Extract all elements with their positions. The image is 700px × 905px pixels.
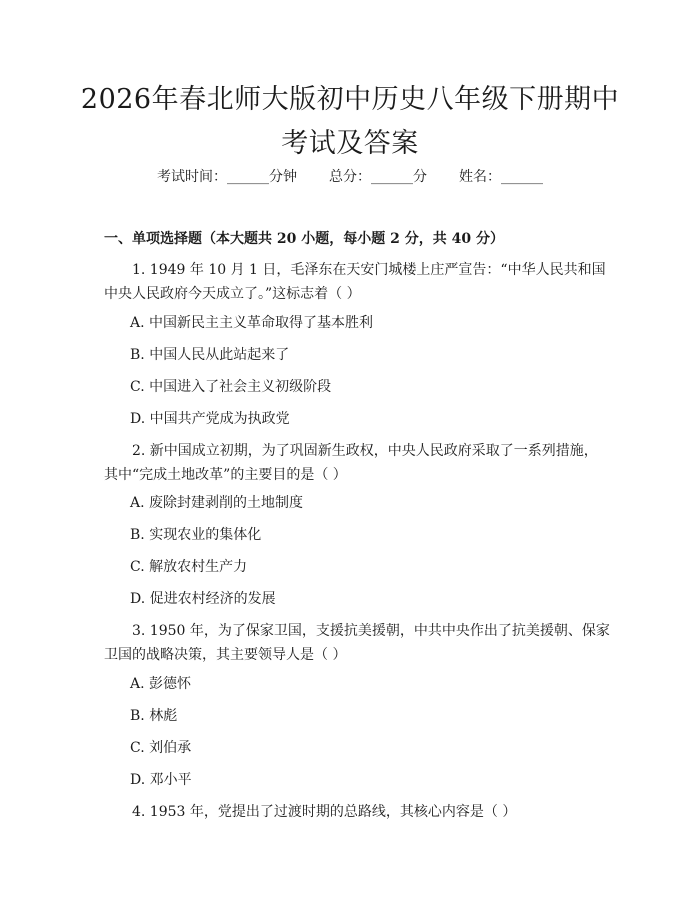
total-score-field: 总分：______分 <box>329 169 427 185</box>
option-b: B. 实现农业的集体化 <box>130 527 262 543</box>
question-1 <box>104 258 614 306</box>
option-d: D. 促进农村经济的发展 <box>130 591 276 607</box>
exam-time-field: 考试时间：______分钟 <box>157 169 297 185</box>
question-4 <box>104 800 614 824</box>
option-c: C. 中国进入了社会主义初级阶段 <box>130 379 332 395</box>
question-text-line-1: 2. 新中国成立初期，为了巩固新生政权，中央人民政府采取了一系列措施， <box>132 443 598 459</box>
option-d: D. 中国共产党成为执政党 <box>130 411 290 427</box>
title-line-1: 2026年春北师大版初中历史八年级下册期中 <box>80 84 620 115</box>
question-text-line-2: 卫国的战略决策，其主要领导人是（ ） <box>104 647 347 663</box>
question-text-line-2: 中央人民政府今天成立了。”这标志着（ ） <box>104 286 361 302</box>
option-a: A. 废除封建剥削的土地制度 <box>130 495 304 511</box>
title-line-2: 考试及答案 <box>281 128 419 159</box>
question-2 <box>104 439 614 487</box>
option-d: D. 邓小平 <box>130 772 192 788</box>
option-a: A. 彭德怀 <box>130 676 192 692</box>
question-text-line-1: 3. 1950 年，为了保家卫国，支援抗美援朝，中共中央作出了抗美援朝、保家 <box>132 623 610 639</box>
question-text-line-1: 4. 1953 年，党提出了过渡时期的总路线，其核心内容是（ ） <box>132 804 517 820</box>
option-b: B. 林彪 <box>130 708 178 724</box>
option-a: A. 中国新民主主义革命取得了基本胜利 <box>130 315 374 331</box>
option-c: C. 解放农村生产力 <box>130 559 248 575</box>
page-title <box>60 78 640 166</box>
question-3 <box>104 619 614 667</box>
section-heading: 一、单项选择题（本大题共 20 小题，每小题 2 分，共 40 分） <box>104 231 504 247</box>
option-b: B. 中国人民从此站起来了 <box>130 347 290 363</box>
exam-info <box>0 166 700 188</box>
name-field: 姓名：______ <box>459 169 543 185</box>
question-text-line-1: 1. 1949 年 10 月 1 日，毛泽东在天安门城楼上庄严宣告：“中华人民共和国 <box>132 262 606 278</box>
option-c: C. 刘伯承 <box>130 740 192 756</box>
question-text-line-2: 其中“完成土地改革”的主要目的是（ ） <box>104 467 347 483</box>
